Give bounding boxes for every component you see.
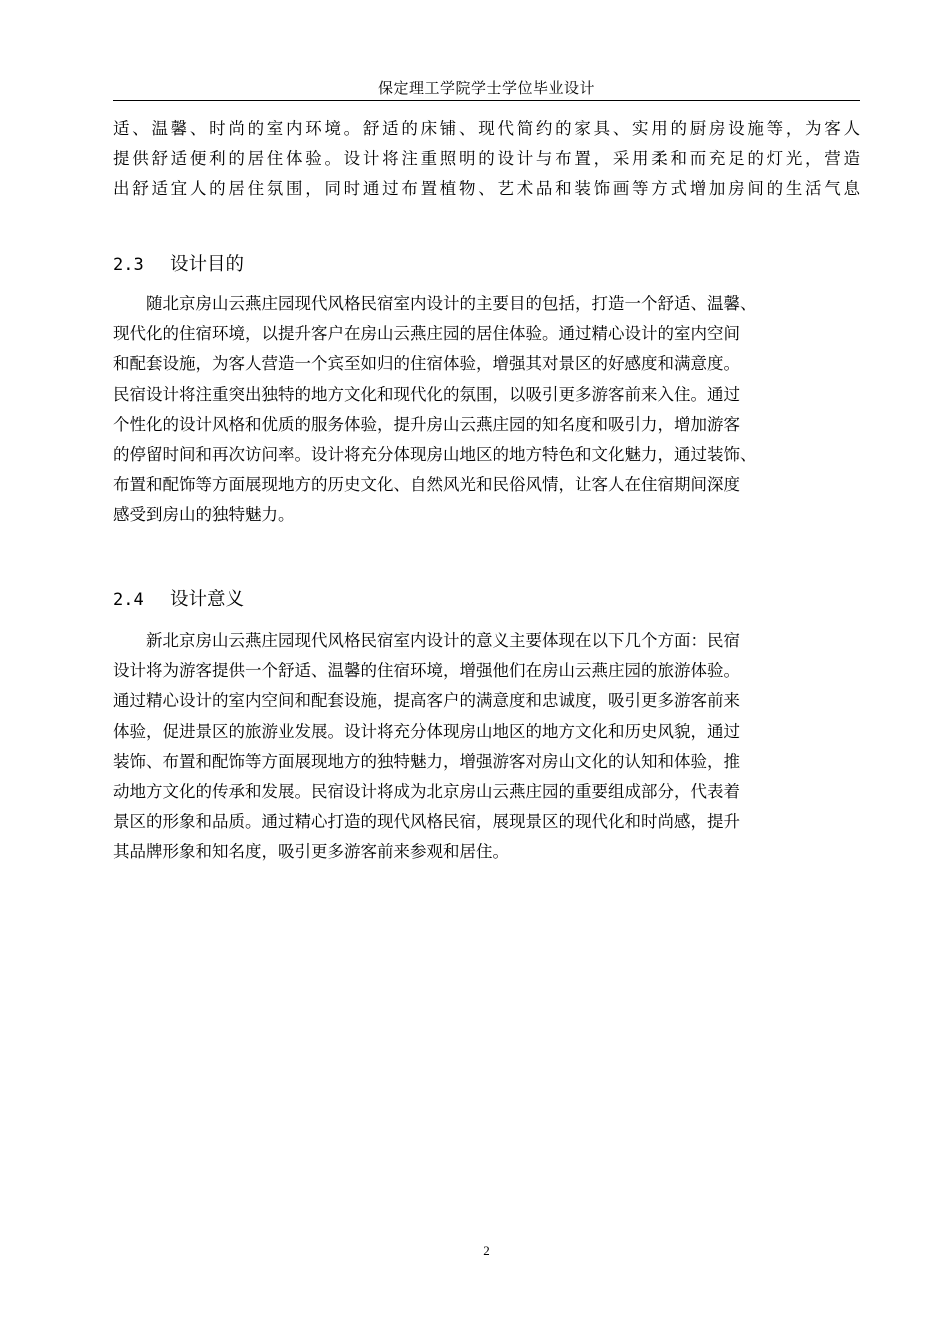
text-line: 通过精心设计的室内空间和配套设施，提高客户的满意度和忠诚度，吸引更多游客前来 (113, 691, 740, 711)
text-line: 装饰、布置和配饰等方面展现地方的独特魅力，增强游客对房山文化的认知和体验，推 (113, 751, 740, 771)
section-title: 设计意义 (170, 589, 245, 610)
section-heading-2-3 (113, 252, 244, 278)
page-header-title: 保定理工学院学士学位毕业设计 (377, 79, 595, 97)
text-line: 体验，促进景区的旅游业发展。设计将充分体现房山地区的地方文化和历史风貌，通过 (113, 721, 740, 741)
text-line: 和配套设施，为客人营造一个宾至如归的住宿体验，增强其对景区的好感度和满意度。 (113, 354, 740, 374)
section-number: 2.3 (113, 255, 144, 275)
text-line: 适、温馨、时尚的室内环境。舒适的床铺、现代简约的家具、实用的厨房设施等，为客人 (113, 119, 860, 138)
section-title: 设计目的 (170, 254, 245, 275)
header-divider (113, 100, 860, 101)
text-line: 随北京房山云燕庄园现代风格民宿室内设计的主要目的包括，打造一个舒适、温馨、 (146, 294, 757, 313)
text-line: 个性化的设计风格和优质的服务体验，提升房山云燕庄园的知名度和吸引力，增加游客 (113, 414, 740, 434)
text-line: 提供舒适便利的居住体验。设计将注重照明的设计与布置，采用柔和而充足的灯光，营造 (113, 149, 860, 169)
text-line: 布置和配饰等方面展现地方的历史文化、自然风光和民俗风情，让客人在住宿期间深度 (113, 475, 740, 495)
text-line: 出舒适宜人的居住氛围，同时通过布置植物、艺术品和装饰画等方式增加房间的生活气息 (113, 179, 860, 199)
text-line: 民宿设计将注重突出独特的地方文化和现代化的氛围，以吸引更多游客前来入住。通过 (113, 384, 740, 404)
section-number: 2.4 (113, 590, 144, 610)
text-line: 现代化的住宿环境，以提升客户在房山云燕庄园的居住体验。通过精心设计的室内空间 (113, 324, 740, 344)
text-line: 其品牌形象和知名度，吸引更多游客前来参观和居住。 (113, 842, 509, 862)
section-2-4-paragraph (113, 626, 860, 868)
section-2-3-paragraph (113, 289, 860, 531)
intro-paragraph (113, 114, 860, 205)
section-heading-2-4 (113, 587, 244, 613)
text-line: 新北京房山云燕庄园现代风格民宿室内设计的意义主要体现在以下几个方面：民宿 (146, 631, 740, 650)
page-number: 2 (483, 1243, 490, 1258)
text-line: 的停留时间和再次访问率。设计将充分体现房山地区的地方特色和文化魅力，通过装饰、 (113, 445, 757, 465)
text-line: 感受到房山的独特魅力。 (113, 505, 295, 525)
text-line: 景区的形象和品质。通过精心打造的现代风格民宿，展现景区的现代化和时尚感，提升 (113, 812, 740, 832)
text-line: 设计将为游客提供一个舒适、温馨的住宿环境，增强他们在房山云燕庄园的旅游体验。 (113, 661, 740, 681)
text-line: 动地方文化的传承和发展。民宿设计将成为北京房山云燕庄园的重要组成部分，代表着 (113, 782, 740, 802)
